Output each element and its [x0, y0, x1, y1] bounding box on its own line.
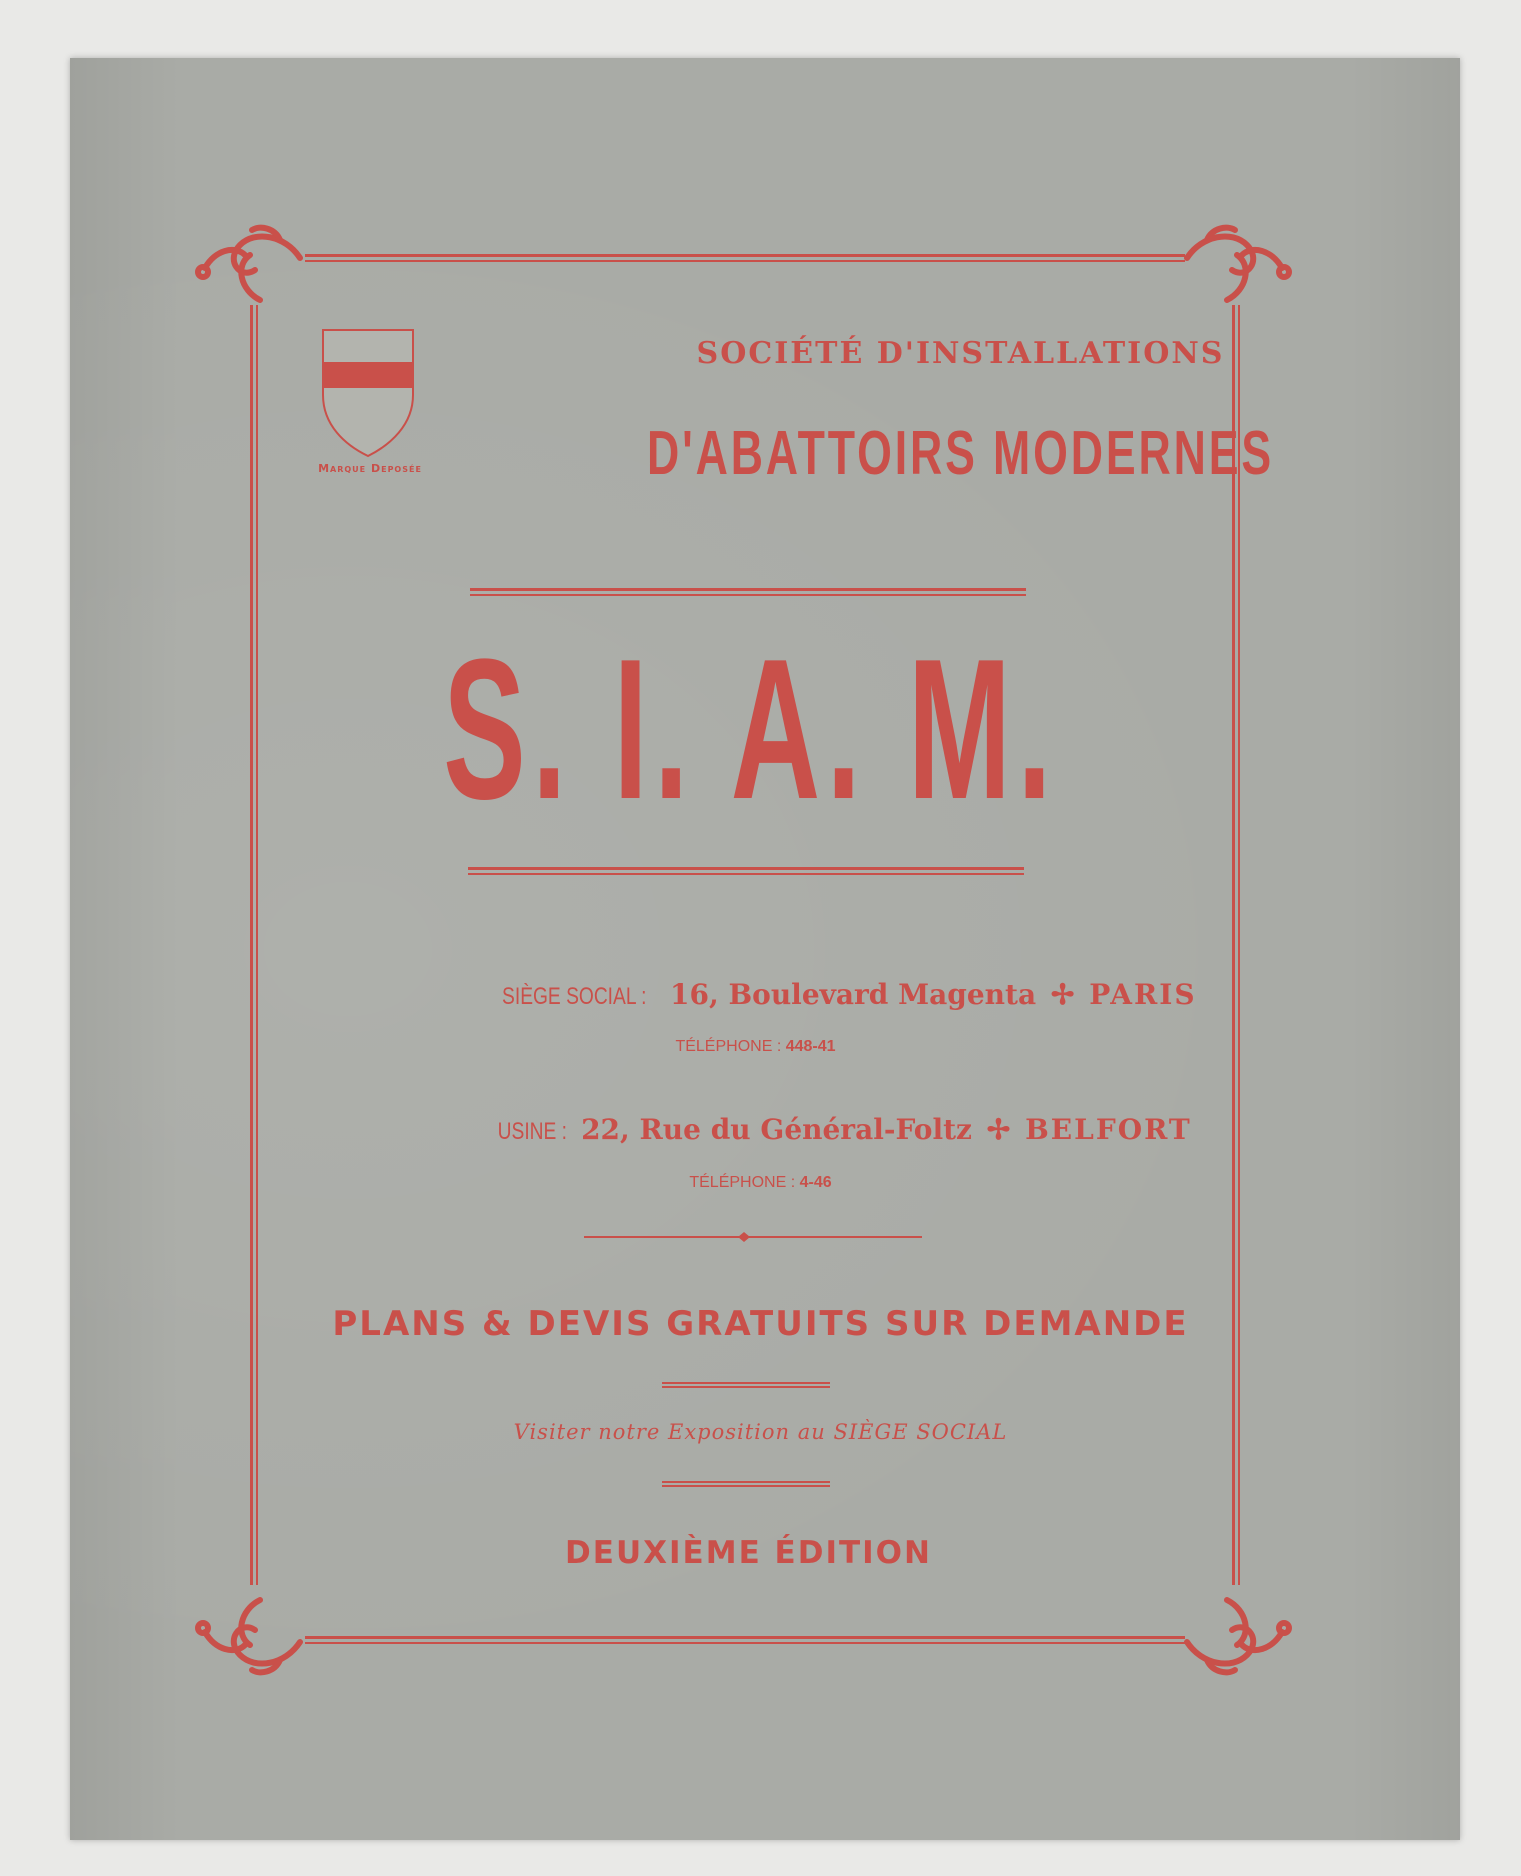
short-divider-1: [662, 1382, 830, 1388]
address-paris: [80, 978, 1521, 1011]
offer-text: PLANS & DEVIS GRATUITS SUR DEMANDE: [332, 1304, 1189, 1344]
address-city: BELFORT: [1025, 1113, 1192, 1146]
address-street: 16, Boulevard Magenta: [670, 978, 1037, 1011]
separator-icon: ✢: [977, 1113, 1021, 1146]
phone-number: 448-41: [785, 1038, 836, 1055]
logo-caption: Marque Deposée: [318, 462, 422, 475]
ornament-bottom-left-icon: [198, 1600, 300, 1672]
phone-label: TÉLÉPHONE :: [689, 1174, 796, 1191]
ornament-bottom-right-icon: [1187, 1600, 1289, 1672]
short-divider-2: [662, 1481, 830, 1487]
phone-paris: [0, 1038, 1516, 1056]
phone-belfort: [0, 1174, 1521, 1192]
title-siam: S. I. A. M.: [443, 618, 1058, 841]
address-belfort: [80, 1113, 1521, 1146]
separator-icon: ✢: [1041, 978, 1085, 1011]
address-street: 22, Rue du Général-Foltz: [581, 1113, 972, 1146]
address-label: SIÈGE SOCIAL :: [502, 983, 647, 1010]
ornament-top-left-icon: [198, 228, 300, 300]
ornamental-divider: [584, 1232, 922, 1242]
phone-number: 4-46: [799, 1174, 832, 1191]
edition-text: DEUXIÈME ÉDITION: [565, 1535, 932, 1571]
divider-top: [470, 588, 1026, 596]
phone-label: TÉLÉPHONE :: [675, 1038, 782, 1055]
address-city: PARIS: [1089, 978, 1197, 1011]
company-line-2: D'ABATTOIRS MODERNES: [646, 419, 1275, 488]
ornament-top-right-icon: [1187, 228, 1289, 300]
address-label: USINE :: [497, 1118, 568, 1145]
divider-bottom: [468, 867, 1024, 875]
visit-text: Visiter notre Exposition au SIÈGE SOCIAL: [513, 1420, 1008, 1444]
company-line-1: SOCIÉTÉ D'INSTALLATIONS: [696, 336, 1225, 371]
